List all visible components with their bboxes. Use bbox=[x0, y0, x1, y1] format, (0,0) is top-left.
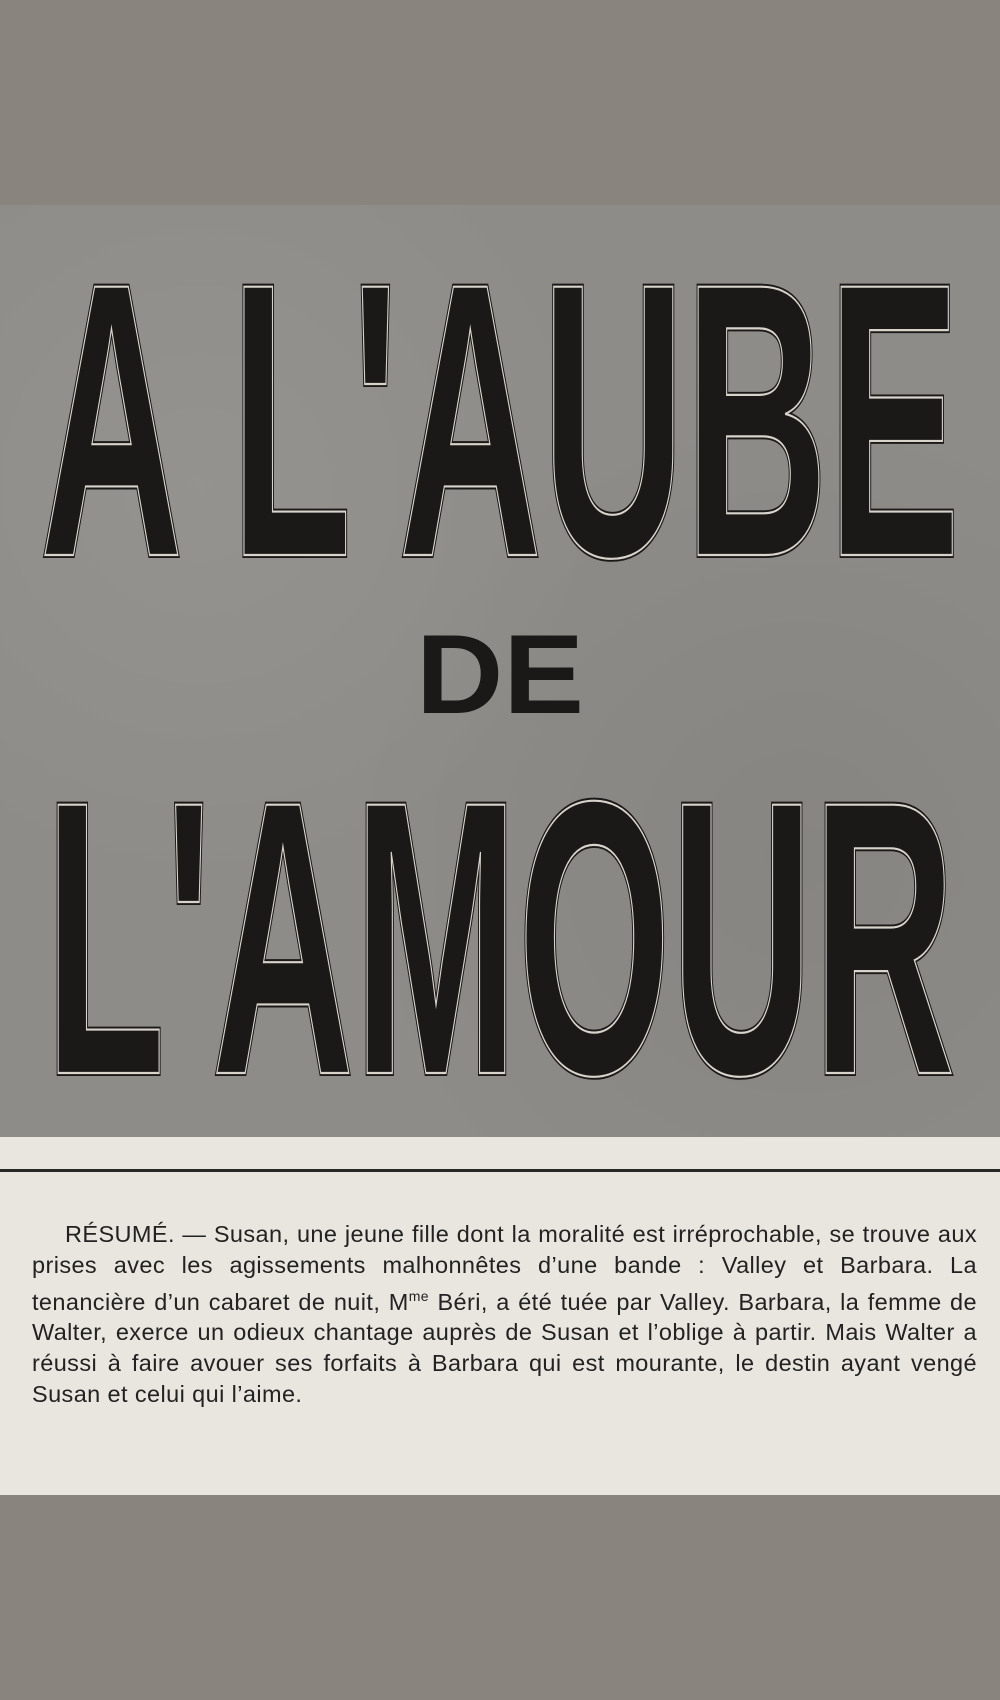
resume-paragraph bbox=[32, 1219, 977, 1411]
title-panel bbox=[0, 205, 1000, 1137]
title-line-1: A L'AUBE bbox=[40, 205, 960, 638]
resume-text-1: — Susan, une jeune fille dont la moralité est irréprochable, se trouve aux prises avec les agissements malhonnêtes d’une bande : Valley et Barbara. La tenancière d’un cabaret de nuit, M bbox=[32, 1220, 977, 1315]
resume-text-2: Béri, a été tuée par Valley. Barbara, la femme de Walter, exerce un odieux chantage auprès de Susan et l’oblige à partir. Mais Walter a réussi à faire avouer ses forfaits à Barbara qui est mourante, le destin ayant vengé Susan et celui qui l’aime. bbox=[32, 1288, 977, 1408]
summary-paper bbox=[0, 1137, 1000, 1495]
resume-label: RÉSUMÉ. bbox=[65, 1220, 175, 1247]
title-graphic bbox=[0, 205, 1000, 1137]
title-line-1-outline: A L'AUBE bbox=[40, 205, 960, 638]
title-line-3: L'AMOUR bbox=[45, 720, 955, 1137]
resume-superscript: me bbox=[408, 1287, 429, 1304]
title-line-3-outline: L'AMOUR bbox=[45, 720, 955, 1137]
magazine-clipping bbox=[0, 205, 1000, 1495]
title-line-2: DE bbox=[416, 612, 584, 737]
divider-rule bbox=[0, 1169, 1000, 1172]
